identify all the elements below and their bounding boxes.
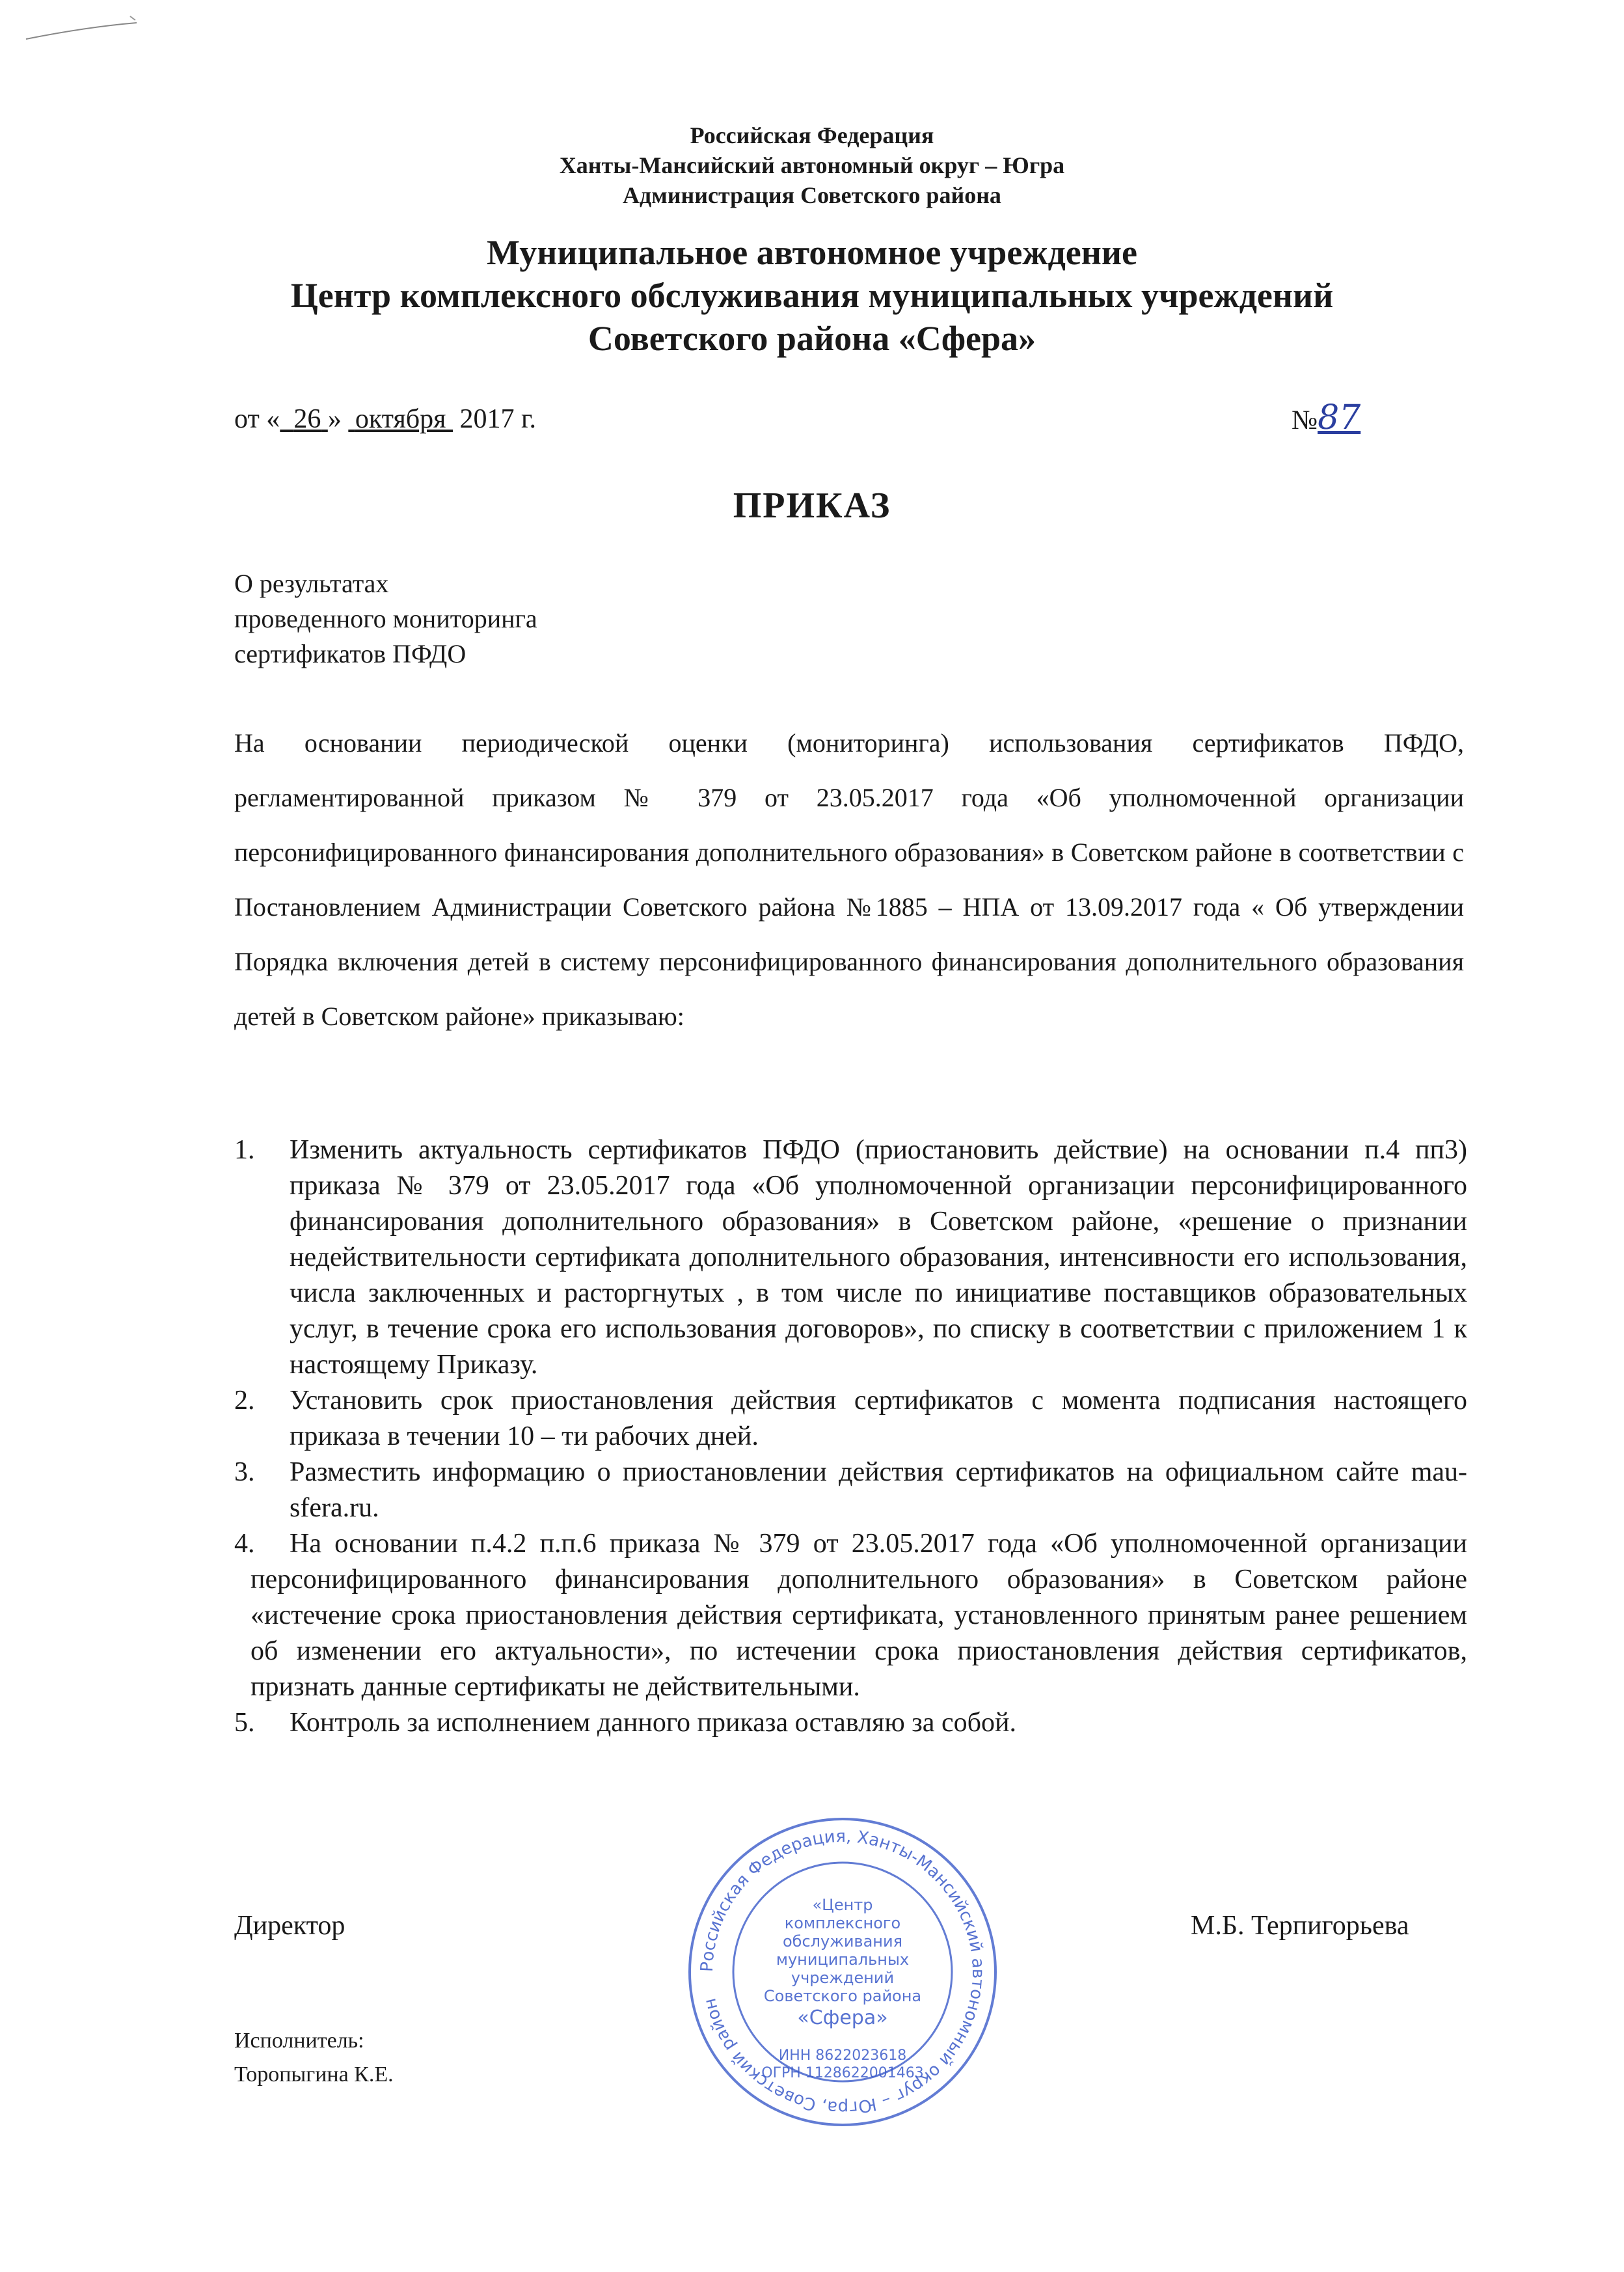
stamp-line2: комплексного — [784, 1914, 901, 1932]
stamp-line7: «Сфера» — [797, 2006, 888, 2029]
list-item — [221, 1526, 1467, 1705]
date-day: 26 — [293, 404, 321, 434]
item-text: Изменить актуальность сертификатов ПФДО (приостановить действие) на основании п.4 пп3) приказа № 379 от 23.05.2017 года «Об уполномоченной организации персонифицированного финансирования дополнительного образования» в Советском районе, «решение о признании недействительности сертификата дополнительного образования, интенсивности его использования, числа заключенных и расторгнутых , в том числе по инициативе поставщиков образовательных услуг, в течение срока его использования договоров», по списку в соответствии с приложением 1 к настоящему Приказу. — [290, 1135, 1467, 1380]
item-number: 4. — [234, 1529, 255, 1559]
list-item — [221, 1705, 1467, 1741]
stamp-line5: учреждений — [791, 1969, 895, 1987]
item-number: 5. — [234, 1708, 255, 1738]
signatory-position: Директор — [234, 1911, 345, 1941]
date-mid: » — [327, 404, 342, 434]
stamp-ogrn: ОГРН 1128622001463 — [761, 2065, 924, 2081]
item-number: 3. — [234, 1457, 255, 1487]
list-item — [221, 1455, 1467, 1526]
executor-label: Исполнитель: — [234, 2029, 364, 2053]
date-prefix: от « — [234, 404, 280, 434]
handwritten-number: 87 — [1318, 398, 1361, 437]
subject-line2: проведенного мониторинга — [234, 604, 537, 633]
org-name-line1: Муниципальное автономное учреждение — [487, 233, 1137, 272]
order-date — [234, 404, 536, 435]
item-text: На основании п.4.2 п.п.6 приказа № 379 от 23.05.2017 года «Об уполномоченной организации персонифицированного финансирования дополнительного образования» в Советском районе «истечение срока приостановления действия сертификата, установленного принятым ранее решением об изменении его актуальности», по истечении срока приостановления действия сертификатов, признать данные сертификаты не действительными. — [250, 1529, 1467, 1702]
item-text: Контроль за исполнением данного приказа оставляю за собой. — [290, 1708, 1016, 1738]
preamble-paragraph: На основании периодической оценки (мониторинга) использования сертификатов ПФДО, регламентированной приказом № 379 от 23.05.2017 года «Об уполномоченной организации персонифицированного финансирования дополнительного образования» в Советском районе в соответствии с Постановлением Администрации Советского района №1885 – НПА от 13.09.2017 года « Об утверждении Порядка включения детей в систему персонифицированного финансирования дополнительного образования детей в Советском районе» приказываю: — [234, 728, 1464, 1031]
date-month: октября — [355, 404, 446, 434]
item-text: Разместить информацию о приостановлении действия сертификатов на официальном сайте mau-sfera.ru. — [290, 1457, 1467, 1523]
org-name-line3: Советского района «Сфера» — [588, 319, 1036, 358]
list-item — [221, 1132, 1467, 1383]
subject-block — [234, 566, 537, 672]
order-items-list — [221, 1132, 1467, 1741]
signatory-name: М.Б. Терпигорьева — [1191, 1911, 1409, 1941]
org-name-line2: Центр комплексного обслуживания муниципальных учреждений — [290, 276, 1334, 315]
stamp-line6: Советского района — [763, 1987, 922, 2005]
organization-stamp — [680, 1809, 1005, 2135]
executor-name: Торопыгина К.Е. — [234, 2062, 394, 2087]
scan-artifact-mark — [0, 0, 169, 59]
header-country: Российская Федерация — [690, 122, 934, 148]
order-number — [1292, 398, 1360, 437]
subject-line1: О результатах — [234, 569, 389, 598]
item-number: 2. — [234, 1386, 255, 1416]
stamp-line4: муниципальных — [776, 1950, 910, 1969]
subject-line3: сертификатов ПФДО — [234, 639, 467, 668]
number-label: № — [1292, 405, 1318, 435]
date-year: 2017 г. — [459, 404, 536, 434]
header-region: Ханты-Мансийский автономный округ – Югра — [559, 152, 1065, 178]
stamp-inn: ИНН 8622023618 — [778, 2047, 907, 2064]
stamp-line1: «Центр — [812, 1896, 873, 1914]
executor-block — [234, 2024, 394, 2092]
stamp-line3: обслуживания — [782, 1932, 903, 1950]
item-number: 1. — [234, 1135, 255, 1165]
stamp-outer-text: Российская Федерация, Ханты-Мансийский автономный округ – Югра, Советский район — [697, 1826, 988, 2118]
document-title: ПРИКАЗ — [733, 486, 891, 526]
item-text: Установить срок приостановления действия сертификатов с момента подписания настоящего приказа в течении 10 – ти рабочих дней. — [290, 1386, 1467, 1451]
list-item — [221, 1383, 1467, 1455]
header-administration: Администрация Советского района — [623, 182, 1001, 208]
